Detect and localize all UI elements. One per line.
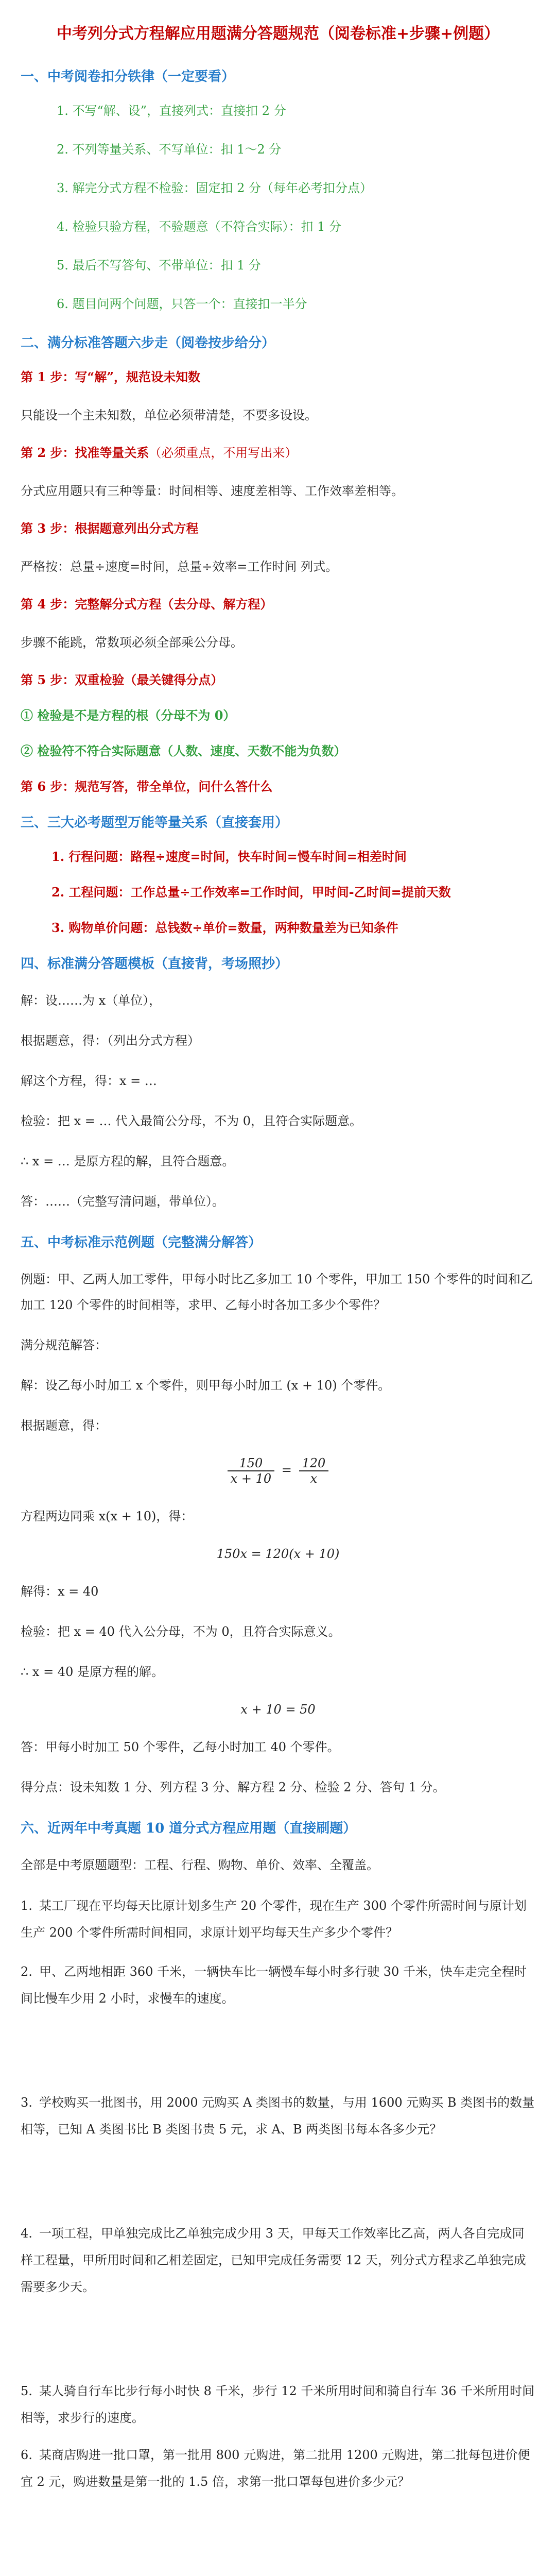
step-2-note: （必须重点，不用写出来）	[149, 446, 298, 460]
solution-set: 解：设乙每小时加工 x 个零件，则甲每小时加工 (x + 10) 个零件。	[21, 1378, 391, 1393]
rule-item: 4. 检验只验方程，不验题意（不符合实际）：扣 1 分	[57, 219, 342, 234]
section-4-heading: 四、标准满分答题模板（直接背，考场照抄）	[21, 956, 289, 972]
step-1-text: 只能设一个主未知数，单位必须带清楚，不要多设设。	[21, 408, 317, 422]
step-3-text: 严格按：总量÷速度=时间，总量÷效率=工作时间 列式。	[21, 560, 338, 574]
relation-travel-head: 1. 行程问题：	[51, 849, 131, 864]
check-root-item: ① 检验是不是方程的根（分母不为 0）	[21, 708, 236, 723]
problem-item: 3. 学校购买一批图书，用 2000 元购买 A 类图书的数量，与用 1600 元购买 B 类图书的数量相等，已知 A 类图书比 B 类图书贵 5 元，求 A、B 两类图书每本各多少元？	[21, 2095, 535, 2137]
equation-linear: 150x = 120(x + 10)	[216, 1547, 340, 1561]
step-4-text: 步骤不能跳，常数项必须全部乘公分母。	[21, 635, 243, 650]
template-line: 根据题意，得：（列出分式方程）	[21, 1033, 200, 1048]
relation-work-body: 工作总量÷工作效率=工作时间，甲时间-乙时间=提前天数	[130, 885, 451, 900]
problems-intro: 全部是中考原题题型：工程、行程、购物、单价、效率、全覆盖。	[21, 1858, 379, 1872]
score-points: 得分点：设未知数 1 分、列方程 3 分、解方程 2 分、检验 2 分、答句 1 分。	[21, 1780, 445, 1794]
step-1-heading: 第 1 步：写“解”，规范设未知数	[21, 369, 201, 384]
problem-item: 5. 某人骑自行车比步行每小时快 8 千米，步行 12 千米所用时间和骑自行车 36 千米所用时间相等，求步行的速度。	[21, 2384, 535, 2425]
problem-item: 4. 一项工程，甲单独完成比乙单独完成少用 3 天，甲每天工作效率比乙高，两人各自完成同样工程量，甲所用时间和乙相差固定，已知甲完成任务需要 12 天，列分式方程求乙单独完成需要多少天。	[21, 2226, 526, 2294]
check-context-item: ② 检验符不符合实际题意（人数、速度、天数不能为负数）	[21, 743, 346, 758]
step-4-heading: 第 4 步：完整解分式方程（去分母、解方程）	[21, 597, 273, 612]
equation-sum: x + 10 = 50	[240, 1702, 316, 1717]
relation-travel-body: 路程÷速度=时间，快车时间=慢车时间=相差时间	[130, 849, 407, 864]
relation-price	[51, 918, 535, 936]
problem-item: 1. 某工厂现在平均每天比原计划多生产 20 个零件，现在生产 300 个零件所需时间与原计划生产 200 个零件所需时间相同，求原计划平均每天生产多少个零件？	[21, 1899, 527, 1940]
template-line: 检验：把 x = … 代入最简公分母，不为 0，且符合实际题意。	[21, 1114, 362, 1128]
section-3-heading: 三、三大必考题型万能等量关系（直接套用）	[21, 815, 289, 831]
relation-work-head: 2. 工程问题：	[51, 885, 131, 900]
step-5-heading: 第 5 步：双重检验（最关键得分点）	[21, 672, 223, 687]
rule-item: 6. 题目问两个问题，只答一个：直接扣一半分	[57, 297, 307, 311]
step-2-heading	[21, 443, 535, 461]
equals-sign: =	[281, 1463, 292, 1478]
step-2-text: 分式应用题只有三种等量：时间相等、速度差相等、工作效率差相等。	[21, 484, 404, 498]
template-line: 解：设……为 x（单位），	[21, 993, 162, 1008]
section-1-heading: 一、中考阅卷扣分铁律（一定要看）	[21, 69, 235, 84]
relation-travel	[51, 846, 535, 865]
relation-price-body: 总钱数÷单价=数量，两种数量差为已知条件	[155, 920, 398, 935]
doc-title: 中考列分式方程解应用题满分答题规范（阅卷标准+步骤+例题）	[56, 25, 500, 43]
solution-by: 根据题意，得：	[21, 1418, 107, 1433]
section-2-heading: 二、满分标准答题六步走（阅卷按步给分）	[21, 335, 275, 351]
problem-item	[21, 2572, 535, 2576]
rule-item: 3. 解完分式方程不检验：固定扣 2 分（每年必考扣分点）	[57, 181, 373, 195]
fraction-left: $\frac{150}{x + 10}$	[228, 1456, 274, 1486]
solution-check: 检验：把 x = 40 代入公分母，不为 0，且符合实际意义。	[21, 1624, 341, 1639]
template-line: 解这个方程，得：x = …	[21, 1074, 157, 1088]
template-line: ∴ x = … 是原方程的解，且符合题意。	[21, 1154, 235, 1168]
step-2-key: 第 2 步：找准等量关系	[21, 445, 149, 460]
problem-item: 6. 某商店购进一批口罩，第一批用 800 元购进，第二批用 1200 元购进，第二批每包进价便宜 2 元，购进数量是第一批的 1.5 倍，求第一批口罩每包进价多少元？	[21, 2448, 530, 2489]
rule-item: 2. 不列等量关系、不写单位：扣 1～2 分	[57, 142, 282, 157]
solution-multiply: 方程两边同乘 x(x + 10)，得：	[21, 1509, 194, 1523]
template-line: 答：……（完整写清问题，带单位）。	[21, 1194, 224, 1209]
solution-result: 解得：x = 40	[21, 1584, 99, 1599]
solution-answer: 答：甲每小时加工 50 个零件，乙每小时加工 40 个零件。	[21, 1740, 340, 1754]
relation-work	[51, 882, 535, 900]
step-6-heading: 第 6 步：规范写答，带全单位，问什么答什么	[21, 779, 273, 794]
section-6-heading: 六、近两年中考真题 10 道分式方程应用题（直接刷题）	[21, 1821, 357, 1836]
section-5-heading: 五、中考标准示范例题（完整满分解答）	[21, 1235, 262, 1250]
solution-title: 满分规范解答：	[21, 1338, 107, 1352]
step-3-heading: 第 3 步：根据题意列出分式方程	[21, 521, 199, 536]
rule-item: 5. 最后不写答句、不带单位：扣 1 分	[57, 258, 262, 273]
solution-root: ∴ x = 40 是原方程的解。	[21, 1665, 164, 1679]
fraction-right: $\frac{120}{x}$	[299, 1456, 329, 1486]
rule-item: 1. 不写“解、设”，直接列式：直接扣 2 分	[57, 104, 286, 118]
relation-price-head: 3. 购物单价问题：	[51, 920, 155, 935]
example-question: 例题：甲、乙两人加工零件，甲每小时比乙多加工 10 个零件，甲加工 150 个零件的时间和乙加工 120 个零件的时间相等，求甲、乙每小时各加工多少个零件？	[21, 1272, 533, 1312]
equation-fraction	[21, 1456, 535, 1486]
problem-item: 2. 甲、乙两地相距 360 千米，一辆快车比一辆慢车每小时多行驶 30 千米，快车走完全程时间比慢车少用 2 小时，求慢车的速度。	[21, 1964, 527, 2006]
